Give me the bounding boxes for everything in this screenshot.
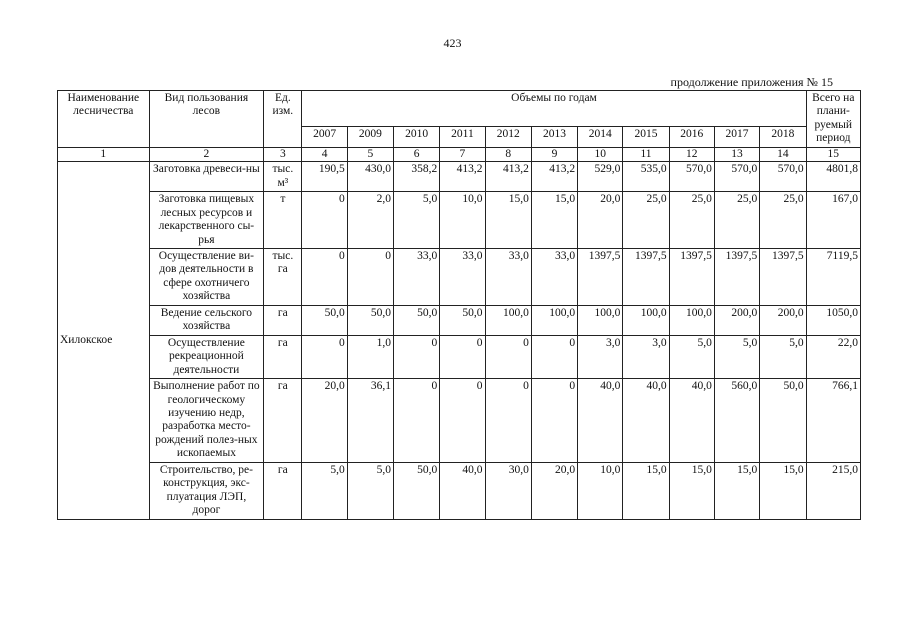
forestry-name-cell: Хилокское bbox=[58, 162, 150, 519]
value-cell: 50,0 bbox=[760, 379, 806, 463]
column-number: 13 bbox=[714, 147, 759, 161]
column-number: 12 bbox=[669, 147, 714, 161]
value-cell: 50,0 bbox=[394, 462, 440, 519]
value-cell: 40,0 bbox=[440, 462, 485, 519]
value-cell: 100,0 bbox=[485, 305, 531, 335]
table-row bbox=[58, 305, 861, 335]
total-cell: 167,0 bbox=[806, 192, 860, 249]
value-cell: 15,0 bbox=[714, 462, 759, 519]
column-number: 6 bbox=[394, 147, 440, 161]
value-cell: 25,0 bbox=[760, 192, 806, 249]
usage-type-cell: Заготовка древеси-ны bbox=[149, 162, 264, 192]
value-cell: 10,0 bbox=[440, 192, 485, 249]
value-cell: 33,0 bbox=[440, 248, 485, 305]
value-cell: 2,0 bbox=[347, 192, 393, 249]
value-cell: 5,0 bbox=[669, 335, 714, 378]
column-number: 2 bbox=[149, 147, 264, 161]
value-cell: 100,0 bbox=[531, 305, 577, 335]
table-row bbox=[58, 379, 861, 463]
value-cell: 50,0 bbox=[347, 305, 393, 335]
value-cell: 0 bbox=[531, 379, 577, 463]
column-number: 5 bbox=[347, 147, 393, 161]
value-cell: 1397,5 bbox=[760, 248, 806, 305]
value-cell: 1,0 bbox=[347, 335, 393, 378]
table-row bbox=[58, 248, 861, 305]
forest-use-volumes-table bbox=[57, 90, 861, 520]
value-cell: 20,0 bbox=[302, 379, 347, 463]
value-cell: 3,0 bbox=[623, 335, 669, 378]
value-cell: 100,0 bbox=[578, 305, 623, 335]
column-number: 4 bbox=[302, 147, 347, 161]
value-cell: 0 bbox=[347, 248, 393, 305]
value-cell: 0 bbox=[440, 379, 485, 463]
year-header: 2009 bbox=[347, 126, 393, 147]
column-number: 14 bbox=[760, 147, 806, 161]
value-cell: 15,0 bbox=[760, 462, 806, 519]
year-header: 2011 bbox=[440, 126, 485, 147]
value-cell: 0 bbox=[485, 335, 531, 378]
year-header: 2016 bbox=[669, 126, 714, 147]
value-cell: 33,0 bbox=[485, 248, 531, 305]
value-cell: 570,0 bbox=[714, 162, 759, 192]
value-cell: 15,0 bbox=[623, 462, 669, 519]
value-cell: 0 bbox=[302, 248, 347, 305]
year-header: 2014 bbox=[578, 126, 623, 147]
usage-type-cell: Ведение сельского хозяйства bbox=[149, 305, 264, 335]
column-number: 11 bbox=[623, 147, 669, 161]
value-cell: 50,0 bbox=[440, 305, 485, 335]
total-cell: 4801,8 bbox=[806, 162, 860, 192]
usage-type-cell: Выполнение работ по геологическому изучению недр, разработка место-рождений полез-ных ископаемых bbox=[149, 379, 264, 463]
value-cell: 25,0 bbox=[623, 192, 669, 249]
year-header: 2015 bbox=[623, 126, 669, 147]
value-cell: 33,0 bbox=[394, 248, 440, 305]
year-header: 2007 bbox=[302, 126, 347, 147]
value-cell: 20,0 bbox=[578, 192, 623, 249]
unit-cell: га bbox=[264, 462, 302, 519]
total-cell: 766,1 bbox=[806, 379, 860, 463]
value-cell: 40,0 bbox=[578, 379, 623, 463]
value-cell: 529,0 bbox=[578, 162, 623, 192]
value-cell: 0 bbox=[485, 379, 531, 463]
table-row bbox=[58, 192, 861, 249]
value-cell: 0 bbox=[302, 192, 347, 249]
value-cell: 358,2 bbox=[394, 162, 440, 192]
value-cell: 0 bbox=[394, 379, 440, 463]
year-header: 2018 bbox=[760, 126, 806, 147]
usage-type-cell: Строительство, ре-конструкция, экс-плуатация ЛЭП, дорог bbox=[149, 462, 264, 519]
value-cell: 413,2 bbox=[531, 162, 577, 192]
value-cell: 20,0 bbox=[531, 462, 577, 519]
unit-cell: га bbox=[264, 379, 302, 463]
unit-cell: тыс. га bbox=[264, 248, 302, 305]
year-header: 2012 bbox=[485, 126, 531, 147]
value-cell: 100,0 bbox=[623, 305, 669, 335]
header-forestry: Наименование лесничества bbox=[58, 91, 150, 148]
value-cell: 100,0 bbox=[669, 305, 714, 335]
unit-cell: га bbox=[264, 305, 302, 335]
value-cell: 15,0 bbox=[485, 192, 531, 249]
table-row bbox=[58, 335, 861, 378]
value-cell: 5,0 bbox=[394, 192, 440, 249]
value-cell: 1397,5 bbox=[669, 248, 714, 305]
value-cell: 5,0 bbox=[760, 335, 806, 378]
value-cell: 535,0 bbox=[623, 162, 669, 192]
value-cell: 570,0 bbox=[760, 162, 806, 192]
usage-type-cell: Осуществление ви-дов деятельности в сфере охотничего хозяйства bbox=[149, 248, 264, 305]
value-cell: 0 bbox=[302, 335, 347, 378]
usage-type-cell: Осуществление рекреационной деятельности bbox=[149, 335, 264, 378]
column-number: 3 bbox=[264, 147, 302, 161]
value-cell: 190,5 bbox=[302, 162, 347, 192]
total-cell: 7119,5 bbox=[806, 248, 860, 305]
unit-cell: тыс. м³ bbox=[264, 162, 302, 192]
year-header: 2013 bbox=[531, 126, 577, 147]
value-cell: 15,0 bbox=[531, 192, 577, 249]
value-cell: 5,0 bbox=[714, 335, 759, 378]
column-number-row bbox=[58, 147, 861, 161]
value-cell: 36,1 bbox=[347, 379, 393, 463]
value-cell: 1397,5 bbox=[623, 248, 669, 305]
table-row bbox=[58, 462, 861, 519]
value-cell: 15,0 bbox=[669, 462, 714, 519]
header-row bbox=[58, 91, 861, 127]
unit-cell: га bbox=[264, 335, 302, 378]
column-number: 9 bbox=[531, 147, 577, 161]
value-cell: 10,0 bbox=[578, 462, 623, 519]
header-volumes: Объемы по годам bbox=[302, 91, 806, 127]
value-cell: 413,2 bbox=[440, 162, 485, 192]
value-cell: 0 bbox=[440, 335, 485, 378]
value-cell: 40,0 bbox=[623, 379, 669, 463]
value-cell: 25,0 bbox=[669, 192, 714, 249]
header-total: Всего на плани-руемый период bbox=[806, 91, 860, 148]
value-cell: 430,0 bbox=[347, 162, 393, 192]
page-number: 423 bbox=[443, 36, 462, 50]
total-cell: 215,0 bbox=[806, 462, 860, 519]
value-cell: 1397,5 bbox=[714, 248, 759, 305]
year-header: 2017 bbox=[714, 126, 759, 147]
value-cell: 5,0 bbox=[302, 462, 347, 519]
value-cell: 25,0 bbox=[714, 192, 759, 249]
year-header: 2010 bbox=[394, 126, 440, 147]
column-number: 7 bbox=[440, 147, 485, 161]
value-cell: 5,0 bbox=[347, 462, 393, 519]
value-cell: 50,0 bbox=[394, 305, 440, 335]
value-cell: 30,0 bbox=[485, 462, 531, 519]
column-number: 8 bbox=[485, 147, 531, 161]
value-cell: 40,0 bbox=[669, 379, 714, 463]
total-cell: 1050,0 bbox=[806, 305, 860, 335]
value-cell: 413,2 bbox=[485, 162, 531, 192]
column-number: 10 bbox=[578, 147, 623, 161]
value-cell: 1397,5 bbox=[578, 248, 623, 305]
value-cell: 0 bbox=[531, 335, 577, 378]
value-cell: 200,0 bbox=[714, 305, 759, 335]
value-cell: 3,0 bbox=[578, 335, 623, 378]
column-number: 1 bbox=[58, 147, 150, 161]
value-cell: 200,0 bbox=[760, 305, 806, 335]
value-cell: 560,0 bbox=[714, 379, 759, 463]
header-usage: Вид пользования лесов bbox=[149, 91, 264, 148]
table-row bbox=[58, 162, 861, 192]
value-cell: 570,0 bbox=[669, 162, 714, 192]
value-cell: 50,0 bbox=[302, 305, 347, 335]
unit-cell: т bbox=[264, 192, 302, 249]
column-number: 15 bbox=[806, 147, 860, 161]
header-unit: Ед. изм. bbox=[264, 91, 302, 148]
usage-type-cell: Заготовка пищевых лесных ресурсов и лекарственного сы-рья bbox=[149, 192, 264, 249]
total-cell: 22,0 bbox=[806, 335, 860, 378]
value-cell: 33,0 bbox=[531, 248, 577, 305]
value-cell: 0 bbox=[394, 335, 440, 378]
continuation-note: продолжение приложения № 15 bbox=[670, 75, 833, 89]
